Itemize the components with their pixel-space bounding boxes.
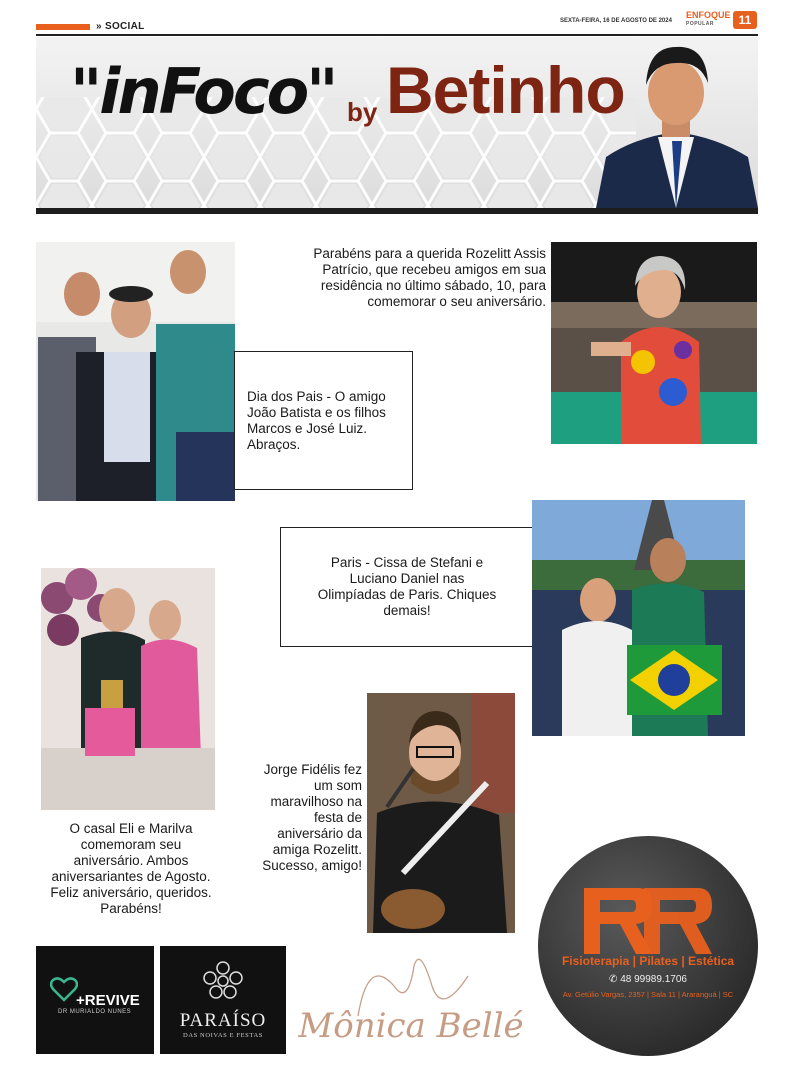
paraiso-name: PARAÍSO bbox=[179, 1010, 267, 1031]
caption-dia-dos-pais: Dia dos Pais - O amigo João Batista e os filhos Marcos e José Luiz. Abraços. bbox=[247, 389, 386, 452]
rr-address: Av. Getúlio Vargas, 2357 | Sala 11 | Araranguá | SC bbox=[562, 990, 734, 999]
rr-logo-icon bbox=[580, 888, 716, 958]
column-author: Betinho bbox=[386, 53, 625, 127]
caption-paris: Paris - Cissa de Stefani e Luciano Daniel nas Olimpíadas de Paris. Chiques demais! bbox=[317, 555, 497, 618]
rose-cluster-icon bbox=[200, 960, 246, 1004]
photo-paris bbox=[532, 500, 745, 736]
banner-bottom-rule bbox=[36, 208, 758, 214]
monica-name: Mônica Bellé bbox=[298, 1006, 524, 1046]
rr-services: Fisioterapia | Pilates | Estética bbox=[561, 954, 735, 968]
ad-monica-belle[interactable] bbox=[292, 946, 530, 1056]
column-title: "inFoco" bbox=[70, 55, 336, 128]
page-number: 11 bbox=[733, 11, 757, 29]
photo-casal bbox=[41, 568, 215, 810]
whatsapp-icon: ✆ bbox=[609, 974, 618, 985]
ad-paraiso[interactable] bbox=[160, 946, 286, 1054]
heart-plus-icon bbox=[50, 976, 78, 1002]
revive-sub: DR MURIALDO NUNES bbox=[58, 1009, 132, 1015]
caption-box-paris bbox=[280, 527, 534, 647]
photo-dia-dos-pais bbox=[36, 242, 235, 501]
column-title-by: by bbox=[347, 97, 378, 127]
section-color-bar bbox=[36, 24, 90, 30]
header-rule bbox=[36, 34, 758, 36]
rr-phone: 48 99989.1706 bbox=[620, 974, 687, 985]
issue-date: SEXTA-FEIRA, 16 DE AGOSTO DE 2024 bbox=[560, 18, 672, 24]
newspaper-logo-sub: POPULAR bbox=[686, 21, 714, 27]
caption-casal: O casal Eli e Marilva comemoram seu aniversário. Ambos aniversariantes de Agosto. Feliz aniversário, queridos. Parabéns! bbox=[50, 821, 212, 916]
double-chevron-icon: » bbox=[96, 21, 102, 32]
section-name: SOCIAL bbox=[104, 21, 145, 32]
caption-jorge: Jorge Fidélis fez um som maravilhoso na festa de aniversário da amiga Rozelitt. Sucesso, amigo! bbox=[262, 762, 362, 873]
caption-box-dia-dos-pais bbox=[234, 351, 413, 490]
photo-jorge bbox=[367, 693, 515, 933]
rr-phone-line bbox=[538, 974, 758, 985]
revive-name: +REVIVE bbox=[76, 992, 140, 1009]
ad-revive[interactable] bbox=[36, 946, 154, 1054]
newspaper-logo: ENFOQUE bbox=[686, 10, 731, 20]
paraiso-sub: DAS NOIVAS E FESTAS bbox=[183, 1032, 263, 1039]
section-label bbox=[96, 21, 145, 32]
photo-rozelitt bbox=[551, 242, 757, 444]
caption-rozelitt: Parabéns para a querida Rozelitt Assis Patrício, que recebeu amigos em sua residência no último sábado, 10, para comemorar o seu aniversário. bbox=[313, 246, 546, 309]
ad-rr-clinic[interactable] bbox=[538, 836, 758, 1056]
